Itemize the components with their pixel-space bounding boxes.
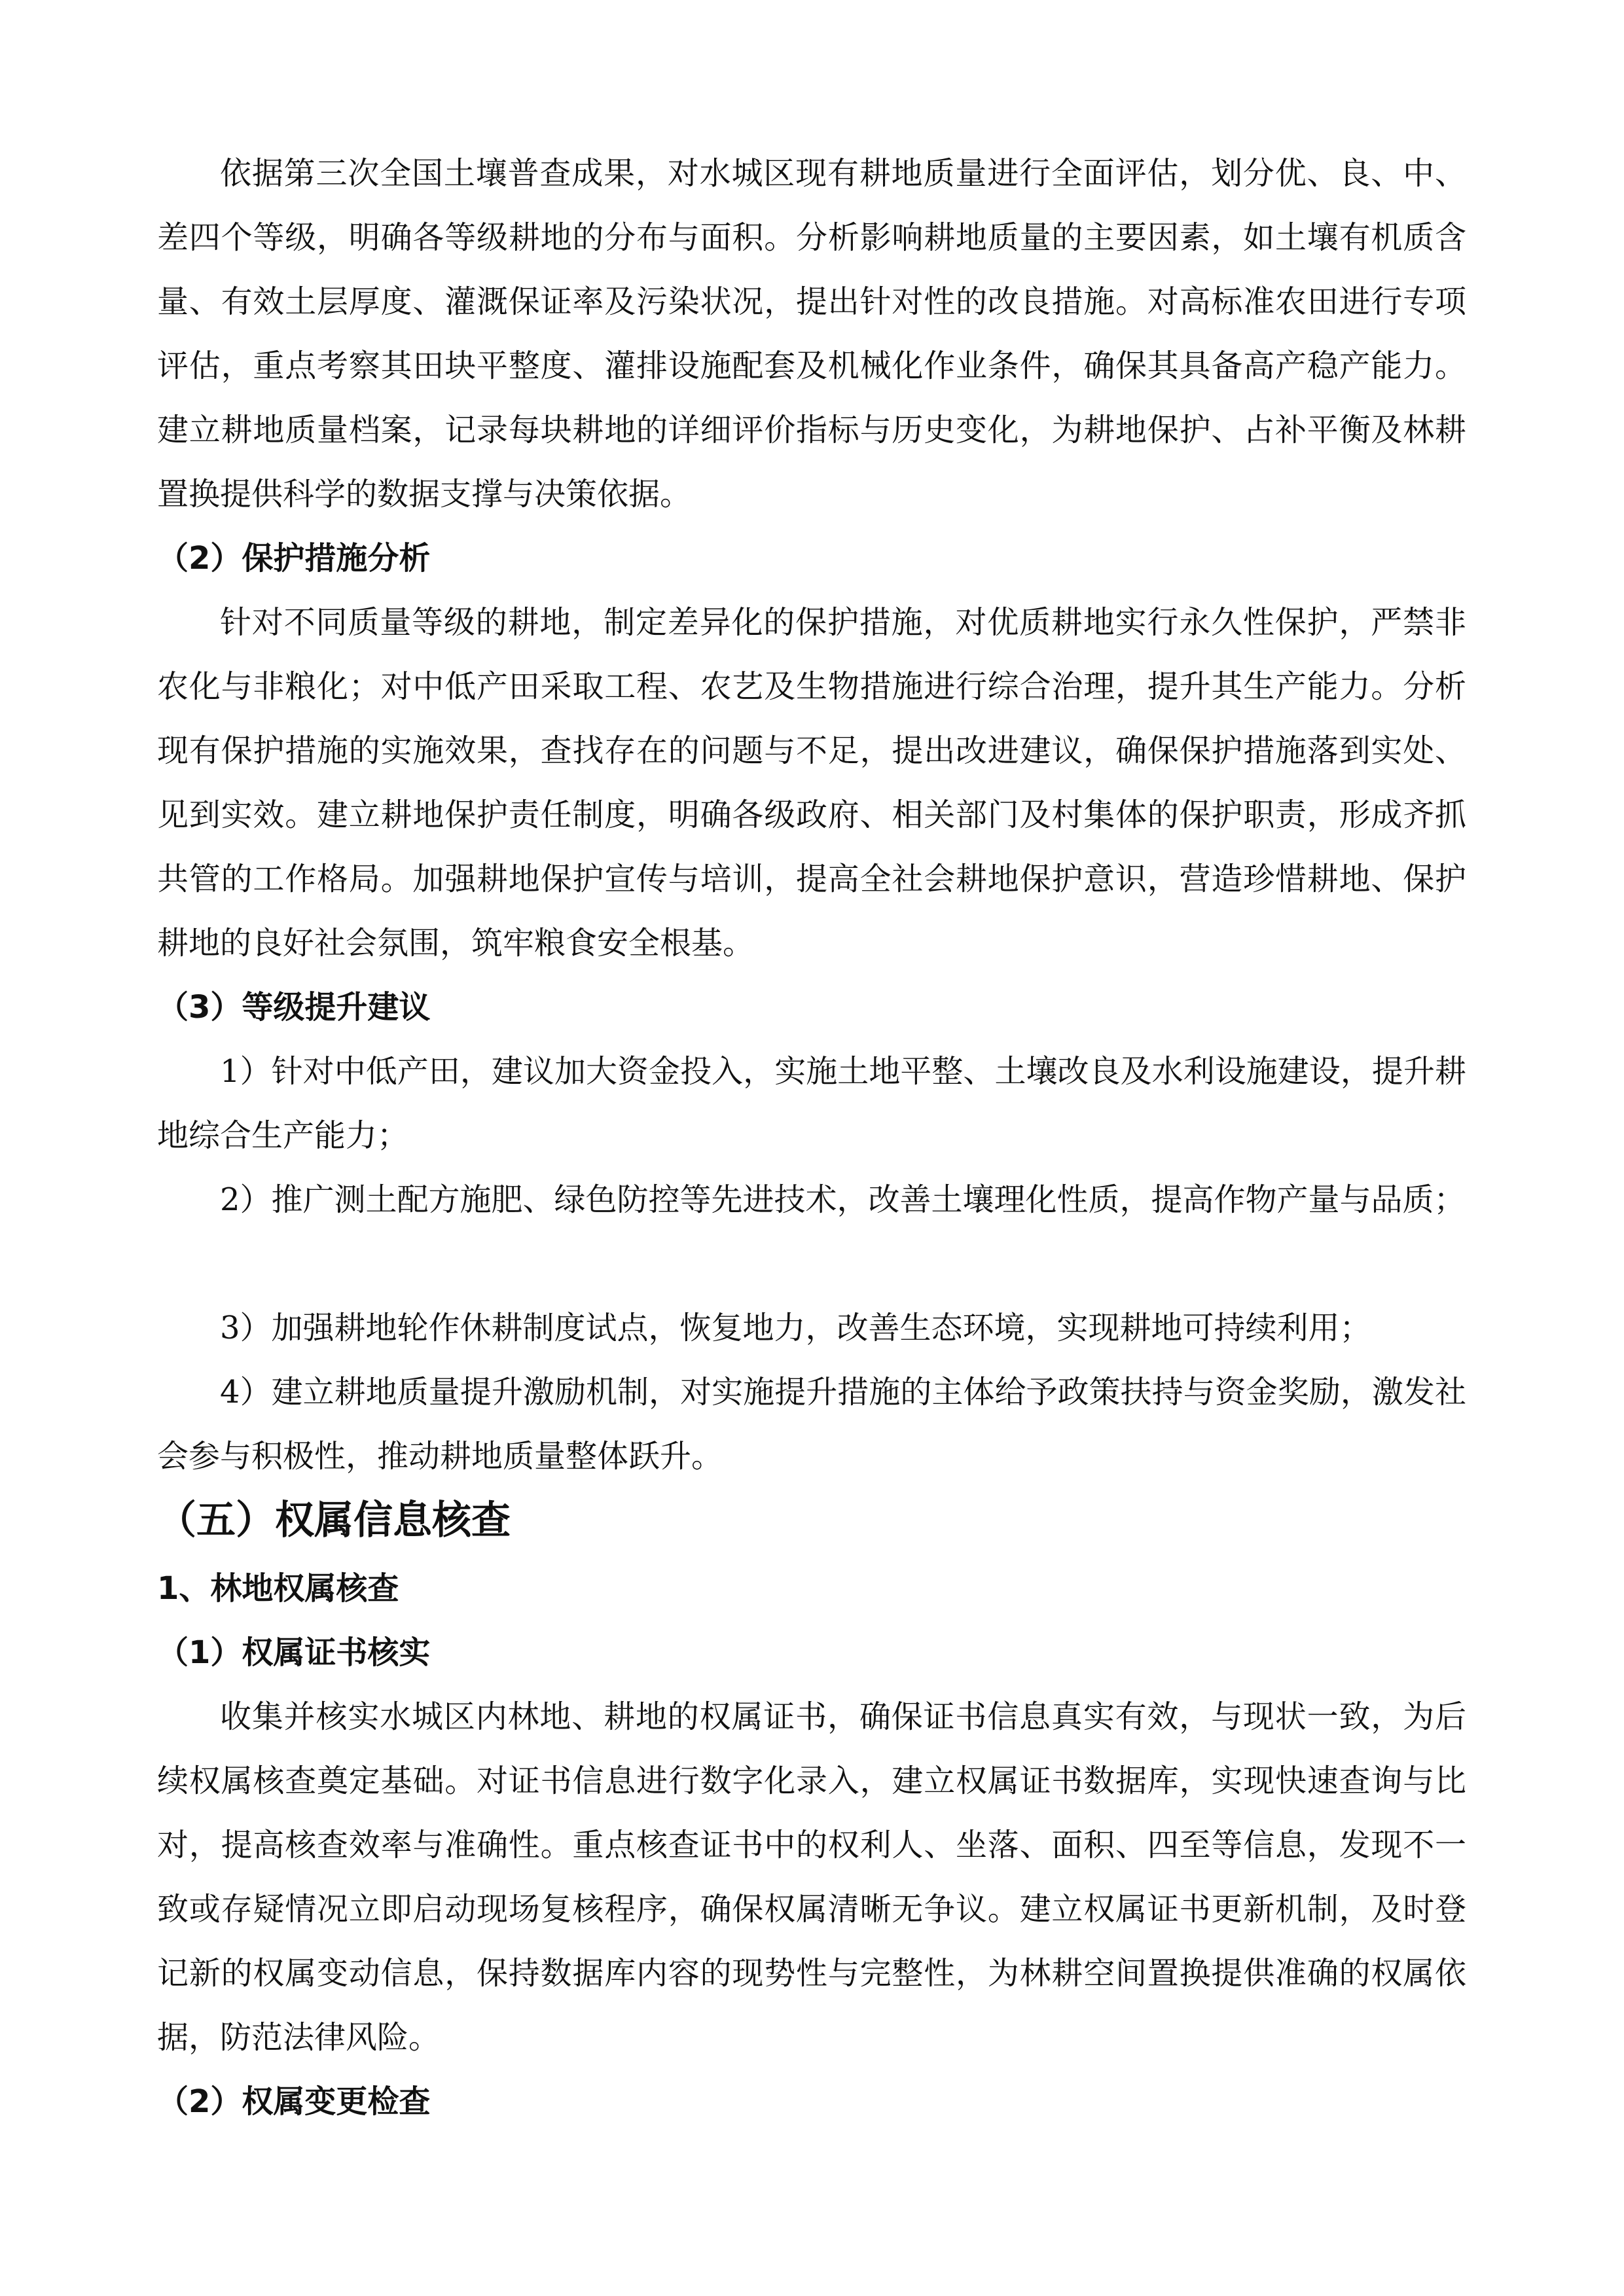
chapter-heading: （五）权属信息核查: [157, 1498, 511, 1543]
protection-measures-paragraph: 针对不同质量等级的耕地，制定差异化的保护措施，对优质耕地实行永久性保护，严禁非农化与非粮化；对中低产田采取工程、农艺及生物措施进行综合治理，提升其生产能力。分析现有保护措施的实施效果，查找存在的问题与不足，提出改进建议，确保保护措施落到实处、见到实效。建立耕地保护责任制度，明确各级政府、相关部门及村集体的保护职责，形成齐抓共管的工作格局。加强耕地保护宣传与培训，提高全社会耕地保护意识，营造珍惜耕地、保护耕地的良好社会氛围，筑牢粮食安全根基。: [157, 604, 1466, 961]
upgrade-item-2: 2）推广测土配方施肥、绿色防控等先进技术，改善土壤理化性质，提高作物产量与品质；: [220, 1181, 1466, 1218]
certificate-verification-paragraph: 收集并核实水城区内林地、耕地的权属证书，确保证书信息真实有效，与现状一致，为后续权属核查奠定基础。对证书信息进行数字化录入，建立权属证书数据库，实现快速查询与比对，提高核查效率与准确性。重点核查证书中的权利人、坐落、面积、四至等信息，发现不一致或存疑情况立即启动现场复核程序，确保权属清晰无争议。建立权属证书更新机制，及时登记新的权属变动信息，保持数据库内容的现势性与完整性，为林耕空间置换提供准确的权属依据，防范法律风险。: [157, 1698, 1466, 2056]
protection-measures-heading: （2）保护措施分析: [157, 540, 431, 577]
certificate-verification-heading: （1）权属证书核实: [157, 1634, 431, 1671]
subsection-heading: 1、林地权属核查: [157, 1570, 399, 1607]
upgrade-item-3: 3）加强耕地轮作休耕制度试点，恢复地力，改善生态环境，实现耕地可持续利用；: [220, 1310, 1371, 1346]
upgrade-item-4: 4）建立耕地质量提升激励机制，对实施提升措施的主体给予政策扶持与资金奖励，激发社会参与积极性，推动耕地质量整体跃升。: [157, 1374, 1466, 1475]
upgrade-item-1: 1）针对中低产田，建议加大资金投入，实施土地平整、土壤改良及水利设施建设，提升耕地综合生产能力；: [157, 1053, 1466, 1154]
intro-paragraph: 依据第三次全国土壤普查成果，对水城区现有耕地质量进行全面评估，划分优、良、中、差四个等级，明确各等级耕地的分布与面积。分析影响耕地质量的主要因素，如土壤有机质含量、有效土层厚度、灌溉保证率及污染状况，提出针对性的改良措施。对高标准农田进行专项评估，重点考察其田块平整度、灌排设施配套及机械化作业条件，确保其具备高产稳产能力。建立耕地质量档案，记录每块耕地的详细评价指标与历史变化，为耕地保护、占补平衡及林耕置换提供科学的数据支撑与决策依据。: [157, 155, 1466, 512]
ownership-change-heading: （2）权属变更检查: [157, 2083, 431, 2120]
grade-upgrade-heading: （3）等级提升建议: [157, 989, 431, 1026]
